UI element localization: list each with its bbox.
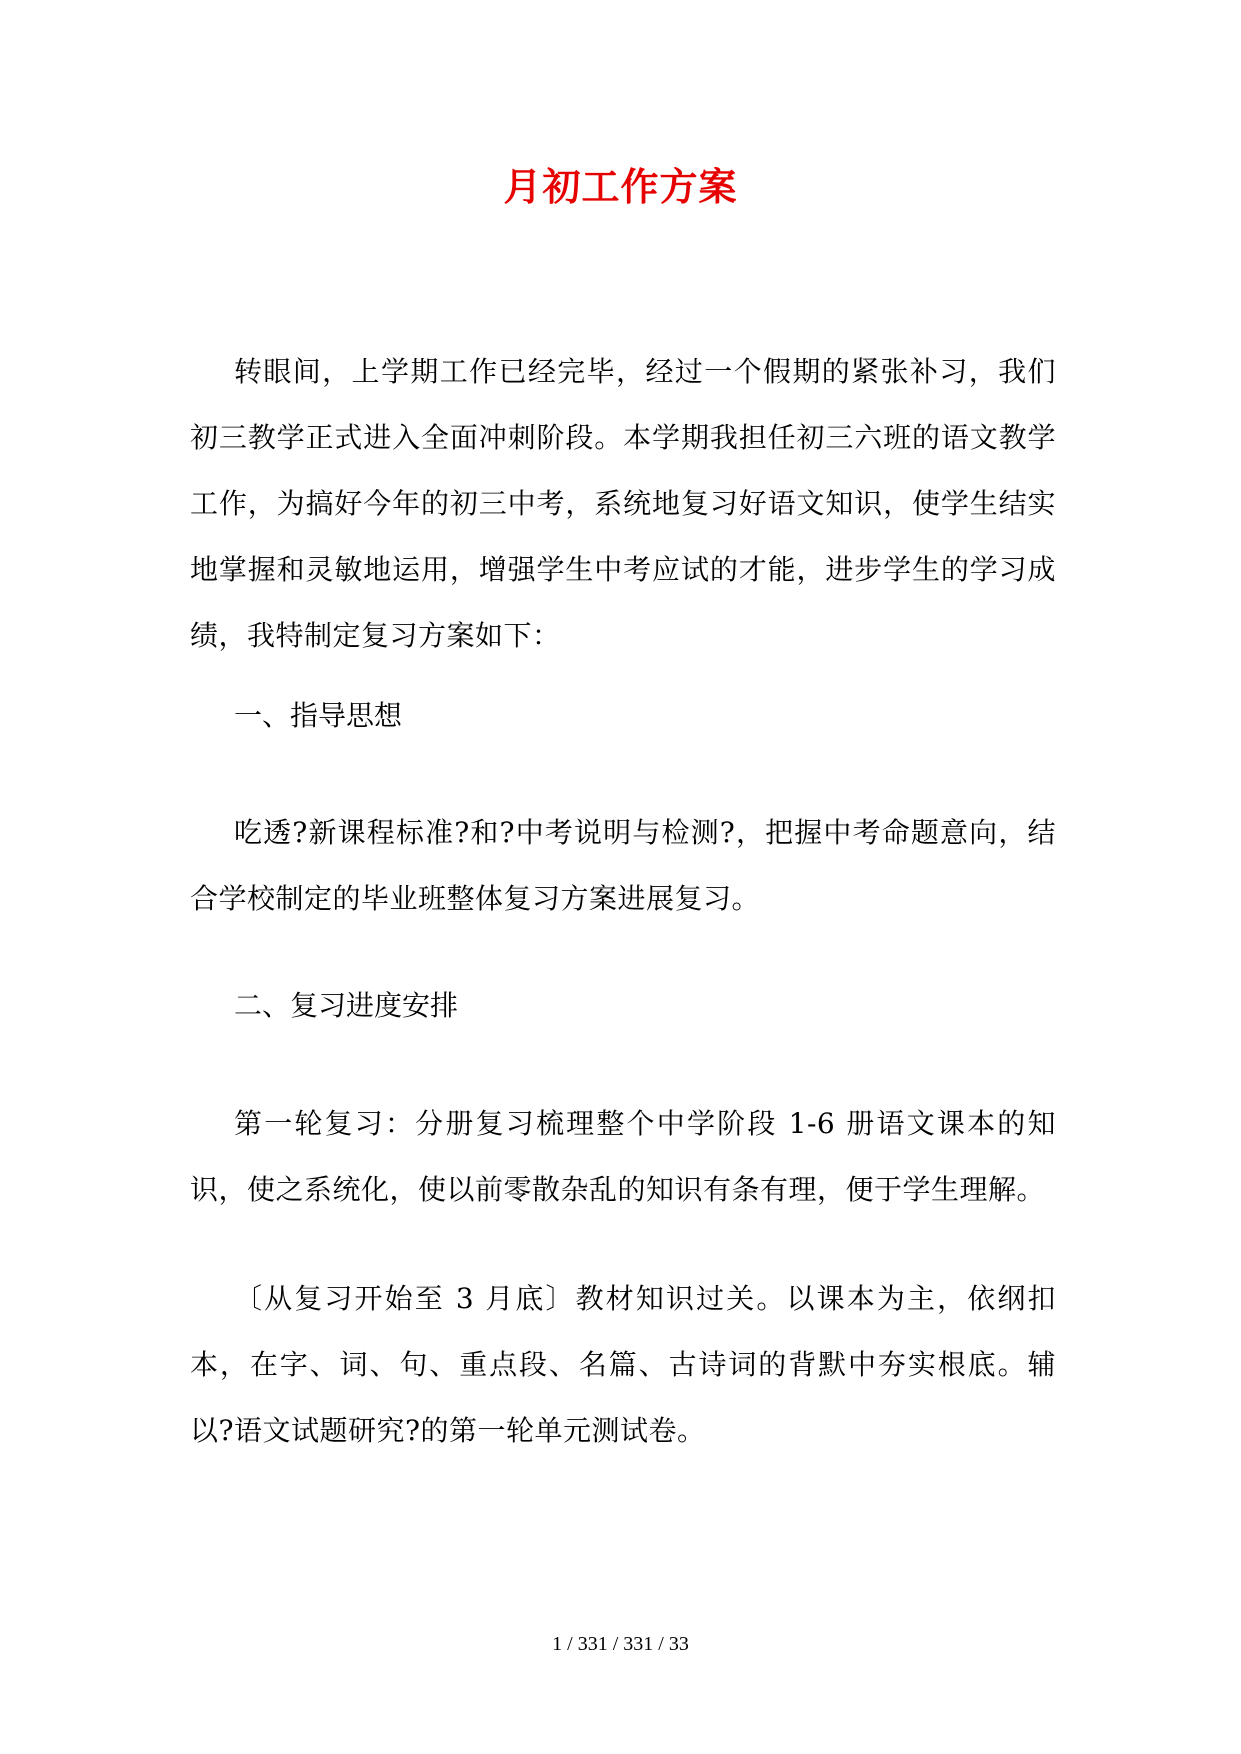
intro-paragraph: 转眼间，上学期工作已经完毕，经过一个假期的紧张补习，我们初三教学正式进入全面冲刺阶段。本学期我担任初三六班的语文教学工作，为搞好今年的初三中考，系统地复习好语文知识，使学生结实地掌握和灵敏地运用，增强学生中考应试的才能，进步学生的学习成绩，我特制定复习方案如下： [190,355,1056,652]
first-round-review-paragraph: 第一轮复习：分册复习梳理整个中学阶段 1-6 册语文课本的知识，使之系统化，使以前零散杂乱的知识有条有理，便于学生理解。 [190,1107,1056,1206]
section-heading-guiding-thought: 一、指导思想 [234,699,403,732]
guiding-thought-paragraph: 吃透?新课程标准?和?中考说明与检测?，把握中考命题意向，结合学校制定的毕业班整体复习方案进展复习。 [190,816,1056,915]
document-title: 月初工作方案 [503,164,738,209]
section-heading-review-schedule: 二、复习进度安排 [234,989,459,1022]
page-number-footer: 1 / 331 / 331 / 33 [552,1633,689,1655]
stage-one-paragraph: 〔从复习开始至 3 月底〕教材知识过关。以课本为主，依纲扣本，在字、词、句、重点段、名篇、古诗词的背默中夯实根底。辅以?语文试题研究?的第一轮单元测试卷。 [190,1282,1056,1447]
